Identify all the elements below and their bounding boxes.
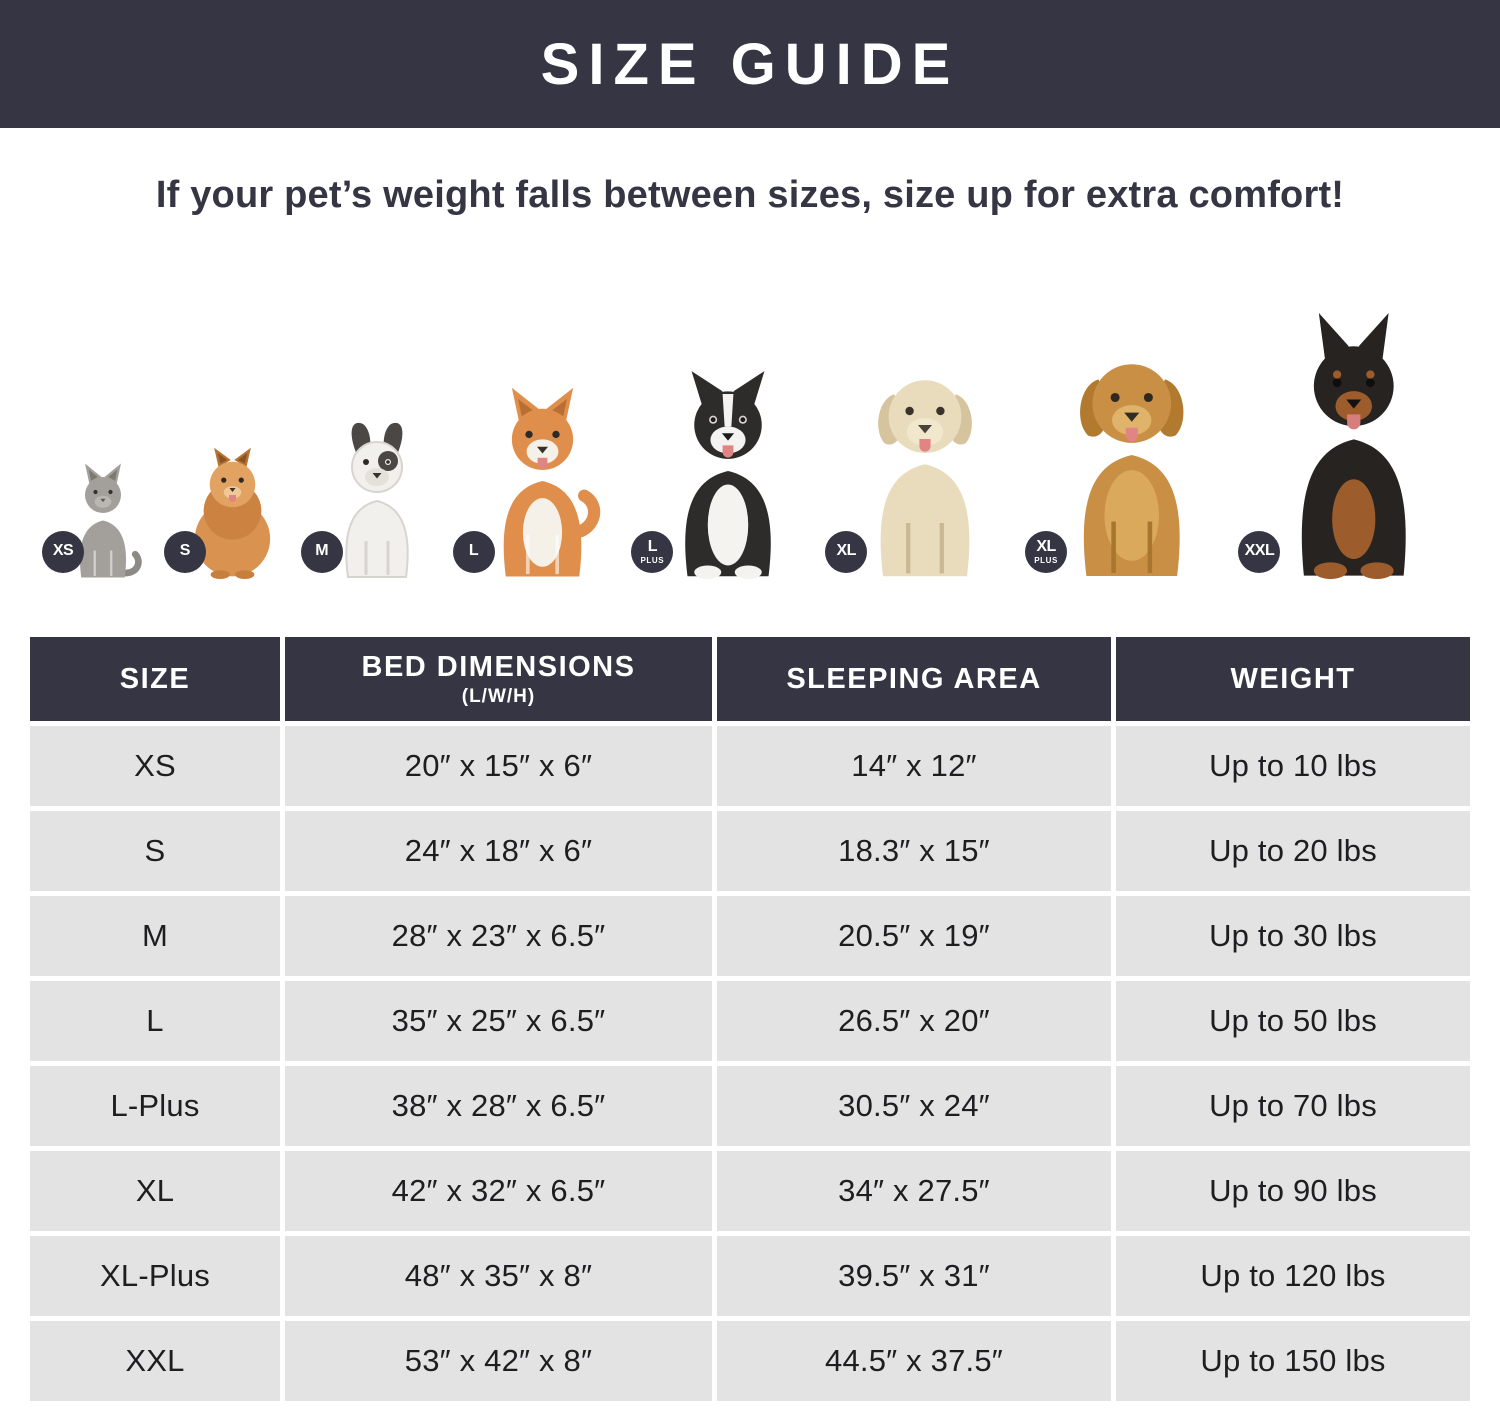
size-badge-sublabel: PLUS <box>640 556 665 565</box>
cell-bed-dimensions: 38″ x 28″ x 6.5″ <box>285 1066 712 1146</box>
doberman-illustration <box>1254 313 1454 579</box>
size-badge-s <box>164 531 206 573</box>
header-size-label: SIZE <box>119 662 191 695</box>
labrador-illustration <box>841 355 1009 579</box>
cell-sleeping-area: 20.5″ x 19″ <box>717 896 1111 976</box>
pet-s <box>180 439 285 579</box>
cell-size: M <box>30 896 280 976</box>
cell-bed-dimensions: 53″ x 42″ x 8″ <box>285 1321 712 1401</box>
size-badge-label: XL <box>1036 538 1056 555</box>
cell-sleeping-area: 26.5″ x 20″ <box>717 981 1111 1061</box>
cell-weight: Up to 10 lbs <box>1116 726 1470 806</box>
cell-bed-dimensions: 42″ x 32″ x 6.5″ <box>285 1151 712 1231</box>
banner <box>0 0 1500 128</box>
size-badge-sublabel: PLUS <box>1034 556 1058 565</box>
header-weight-label: WEIGHT <box>1230 662 1356 695</box>
cell-sleeping-area: 14″ x 12″ <box>717 726 1111 806</box>
golden-retriever-illustration <box>1041 337 1223 579</box>
pet-xl <box>836 355 1009 579</box>
cell-weight: Up to 90 lbs <box>1116 1151 1470 1231</box>
cell-size: L-Plus <box>30 1066 280 1146</box>
header-bed-label: BED DIMENSIONS <box>361 650 636 683</box>
cell-sleeping-area: 30.5″ x 24″ <box>717 1066 1111 1146</box>
cell-bed-dimensions: 35″ x 25″ x 6.5″ <box>285 981 712 1061</box>
pet-l <box>469 383 616 579</box>
cell-sleeping-area: 39.5″ x 31″ <box>717 1236 1111 1316</box>
size-badge-label: XXL <box>1244 542 1275 559</box>
cell-weight: Up to 20 lbs <box>1116 811 1470 891</box>
cell-sleeping-area: 44.5″ x 37.5″ <box>717 1321 1111 1401</box>
pet-size-lineup <box>0 313 1500 579</box>
cell-bed-dimensions: 48″ x 35″ x 8″ <box>285 1236 712 1316</box>
size-badge-label: XL <box>836 542 856 559</box>
size-badge-label: M <box>315 542 329 559</box>
size-badge-l <box>453 531 495 573</box>
cell-size: XL-Plus <box>30 1236 280 1316</box>
pet-xxl <box>1244 313 1454 579</box>
page-title: SIZE GUIDE <box>540 31 960 97</box>
cell-weight: Up to 150 lbs <box>1116 1321 1470 1401</box>
header-weight <box>1116 637 1470 721</box>
size-badge-xl <box>825 531 867 573</box>
cell-weight: Up to 50 lbs <box>1116 981 1470 1061</box>
cell-weight: Up to 70 lbs <box>1116 1066 1470 1146</box>
pet-l-plus <box>640 363 809 579</box>
cell-weight: Up to 30 lbs <box>1116 896 1470 976</box>
size-badge-label: L <box>468 542 479 559</box>
header-bed-dimensions <box>285 637 712 721</box>
header-sleeping-label: SLEEPING AREA <box>786 662 1042 695</box>
size-badge-label: XS <box>52 542 74 559</box>
cell-size: XXL <box>30 1321 280 1401</box>
size-badge-xs <box>42 531 84 573</box>
pet-xs <box>52 459 148 579</box>
header-bed-sublabel: (L/W/H) <box>461 685 536 707</box>
size-badge-label: L <box>647 538 658 555</box>
header-sleeping-area <box>717 637 1111 721</box>
cell-bed-dimensions: 20″ x 15″ x 6″ <box>285 726 712 806</box>
cell-size: S <box>30 811 280 891</box>
cell-size: XS <box>30 726 280 806</box>
cell-size: L <box>30 981 280 1061</box>
size-badge-m <box>301 531 343 573</box>
size-badge-xl-plus <box>1025 531 1067 573</box>
cell-sleeping-area: 18.3″ x 15″ <box>717 811 1111 891</box>
pet-m <box>317 419 437 579</box>
cell-weight: Up to 120 lbs <box>1116 1236 1470 1316</box>
cell-bed-dimensions: 24″ x 18″ x 6″ <box>285 811 712 891</box>
size-badge-label: S <box>179 542 190 559</box>
cell-size: XL <box>30 1151 280 1231</box>
size-table <box>30 637 1470 1401</box>
cell-sleeping-area: 34″ x 27.5″ <box>717 1151 1111 1231</box>
subtitle: If your pet’s weight falls between sizes, size up for extra comfort! <box>155 174 1345 216</box>
pet-xl-plus <box>1034 337 1223 579</box>
header-size <box>30 637 280 721</box>
cell-bed-dimensions: 28″ x 23″ x 6.5″ <box>285 896 712 976</box>
